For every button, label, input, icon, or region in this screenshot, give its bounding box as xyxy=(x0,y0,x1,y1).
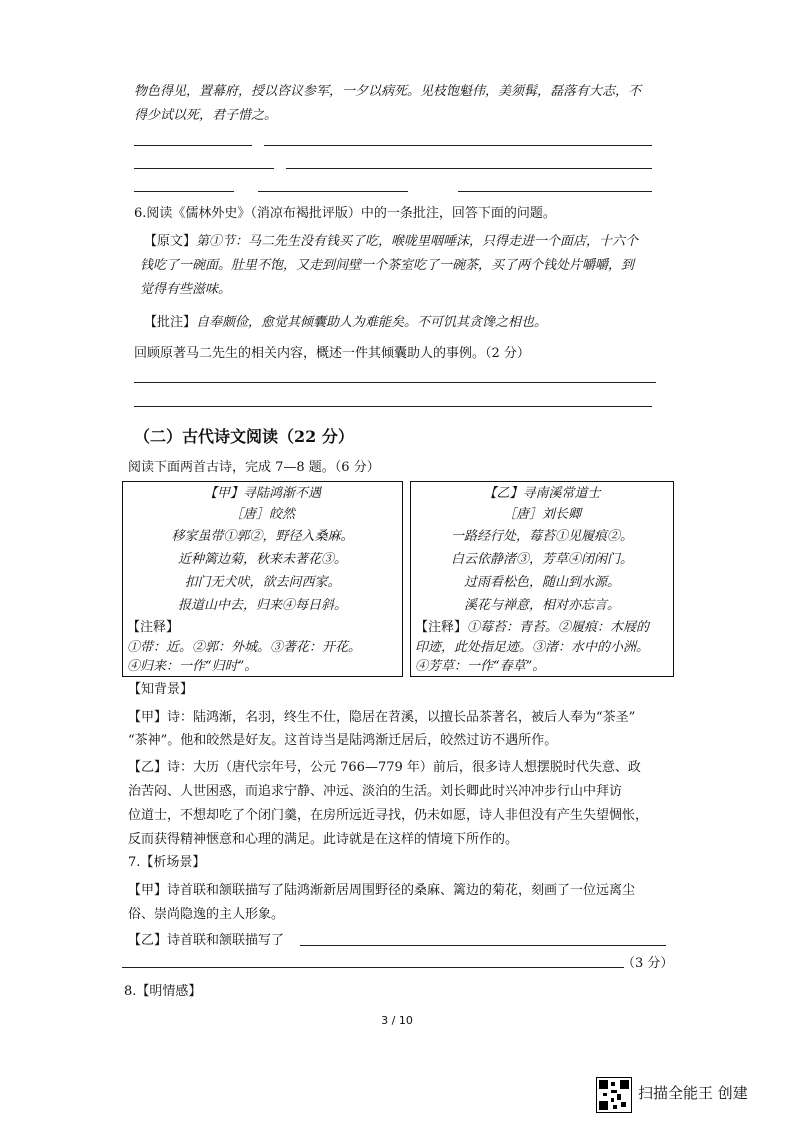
q6-prompt: 6.阅读《儒林外史》（消凉布褐批评版）中的一条批注，回答下面的问题。 xyxy=(134,206,556,221)
poem-a-box xyxy=(122,481,403,677)
poem-a-line: 近种篱边菊，秋来未著花③。 xyxy=(177,552,347,567)
poem-b-notes-line2: 印迹，此处指足迹。③渚：水中的小洲。 xyxy=(415,640,650,655)
poem-b-title: 【乙】寻南溪常道士 xyxy=(483,486,601,501)
answer-line xyxy=(122,967,624,968)
background-label: 【知背景】 xyxy=(128,682,194,697)
poem-a-title: 【甲】寻陆鸿渐不遇 xyxy=(203,486,321,501)
q6-source-line1 xyxy=(144,232,638,252)
poem-a-notes-line1: ①带：近。②郭：外城。③著花：开花。 xyxy=(127,640,362,655)
poem-a-author: ［唐］皎然 xyxy=(229,507,295,522)
poem-b-line: 溪花与禅意，相对亦忘言。 xyxy=(463,598,620,613)
q6-question: 回顾原著马二先生的相关内容，概述一件其倾囊助人的事例。（2 分） xyxy=(134,346,530,361)
page-number: 3 / 10 xyxy=(381,1014,413,1027)
background-b-line2: 治苦闷、人世困惑，而追求宁静、冲远、淡泊的生活。刘长卿此时兴冲冲步行山中拜访 xyxy=(128,784,623,799)
poem-b-line: 一路经行处，莓苔①见履痕②。 xyxy=(450,529,633,544)
q7-a-line2: 俗、崇尚隐逸的主人形象。 xyxy=(128,907,285,922)
q7-b-prefix: 【乙】诗首联和颔联描写了 xyxy=(128,933,285,948)
poem-b-box xyxy=(410,481,674,677)
q6-source-line3: 觉得有些滋味。 xyxy=(140,282,232,297)
top-text-line1: 物色得见，置幕府，授以咨议参军，一夕以病死。见枝饱魁伟，美须髯，磊落有大志，不 xyxy=(134,84,642,99)
q6-note-text: 自奉颇俭，愈觉其倾囊助人为难能矣。不可饥其贪馋之相也。 xyxy=(196,315,548,330)
top-text-line2: 得少试以死，君子惜之。 xyxy=(134,108,278,123)
scanner-watermark: 扫描全能王 创建 xyxy=(638,1084,748,1102)
poem-a-line: 扣门无犬吠，欲去问西家。 xyxy=(184,575,341,590)
q6-source-line2: 钱吃了一碗面。肚里不饱，又走到间壁一个茶室吃了一碗茶，买了两个钱处片嚼嚼，到 xyxy=(140,258,635,273)
background-b-line1: 【乙】诗：大历（唐代宗年号，公元 766—779 年）前后，很多诗人想摆脱时代失意、政 xyxy=(128,760,641,775)
q7-label: 7.【析场景】 xyxy=(128,855,206,870)
poem-a-line: 报道山中去，归来④每日斜。 xyxy=(177,598,347,613)
background-a-line2: “茶神”。他和皎然是好友。这首诗当是陆鸿渐迁居后，皎然过访不遇所作。 xyxy=(128,733,558,748)
q6-source-text1: 第①节：马二先生没有钱买了吃，喉咙里咽唾沫，只得走进一个面店，十六个 xyxy=(196,234,639,249)
background-a-line1: 【甲】诗：陆鸿渐，名羽，终生不仕，隐居在苕溪，以擅长品茶著名，被后人奉为“茶圣” xyxy=(128,710,636,725)
poem-a-notes-line2: ④归来：一作“归时”。 xyxy=(127,659,258,674)
q6-source-label: 【原文】 xyxy=(144,234,197,249)
answer-line xyxy=(286,168,652,169)
answer-line xyxy=(458,191,652,192)
poem-b-notes xyxy=(415,618,649,638)
answer-line xyxy=(258,191,408,192)
q6-note xyxy=(144,313,547,333)
q7-points: （3 分） xyxy=(622,956,674,971)
answer-line xyxy=(300,945,666,946)
background-b-line4: 反而获得精神惬意和心理的满足。此诗就是在这样的情境下所作的。 xyxy=(128,832,519,847)
answer-line xyxy=(134,382,656,383)
poem-b-line: 白云依静渚③，芳草④闭闲门。 xyxy=(450,552,633,567)
q8-label: 8.【明情感】 xyxy=(124,984,202,999)
poem-b-author: ［唐］刘长卿 xyxy=(502,507,581,522)
answer-line xyxy=(134,191,234,192)
poem-a-line: 移家虽带①郭②，野径入桑麻。 xyxy=(171,529,354,544)
section-heading: （二）古代诗文阅读（22 分） xyxy=(134,427,354,446)
poem-b-notes-label: 【注释】 xyxy=(415,620,468,635)
background-b-line3: 位道士，不想却吃了个闭门羹，在房所远近寻找，仍未如愿，诗人非但没有产生失望惆怅， xyxy=(128,808,649,823)
answer-line xyxy=(134,168,274,169)
poem-a-notes-label: 【注释】 xyxy=(127,620,180,635)
answer-line xyxy=(264,145,652,146)
answer-line xyxy=(134,406,652,407)
answer-line xyxy=(134,145,252,146)
section-instruction: 阅读下面两首古诗，完成 7—8 题。（6 分） xyxy=(128,460,380,475)
q6-note-label: 【批注】 xyxy=(144,315,197,330)
poem-b-notes-line3: ④芳草：一作“春草”。 xyxy=(415,659,546,674)
poem-b-line: 过雨看松色，随山到水源。 xyxy=(463,575,620,590)
q7-a-line1: 【甲】诗首联和颔联描写了陆鸿渐新居周围野径的桑麻、篱边的菊花，刻画了一位远离尘 xyxy=(128,883,636,898)
poem-b-notes-line1: ①莓苔：青苔。②履痕：木屐的 xyxy=(467,620,650,635)
qr-code-icon xyxy=(596,1077,632,1113)
